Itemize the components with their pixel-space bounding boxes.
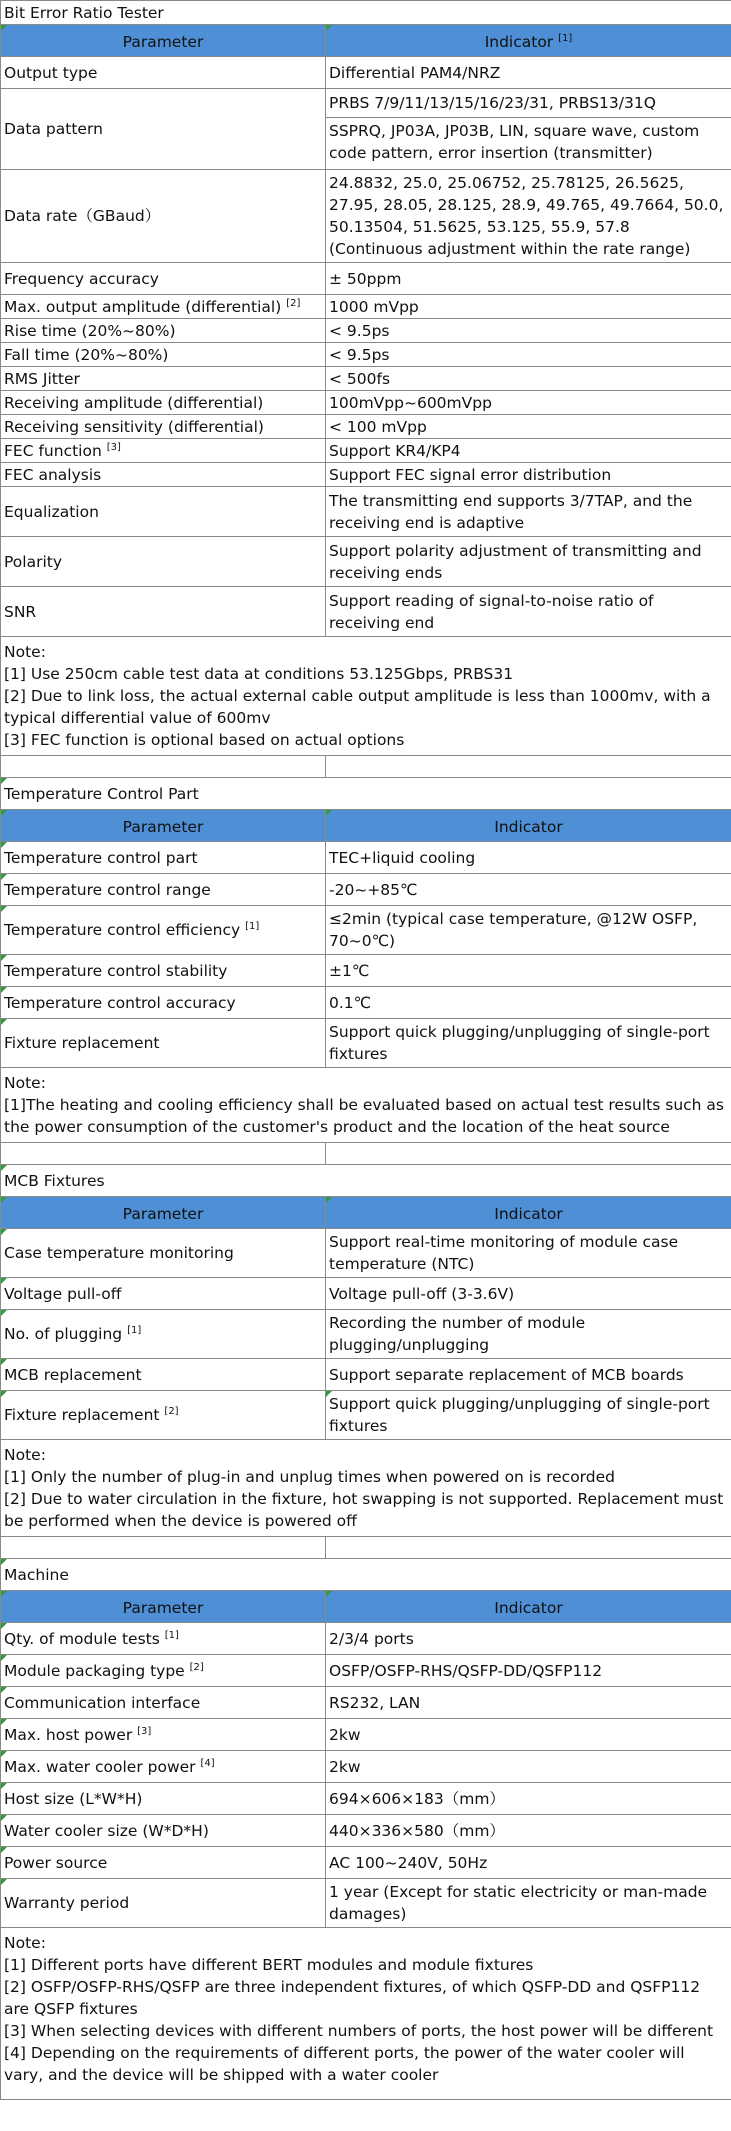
param-cell: Temperature control efficiency [1] bbox=[1, 906, 326, 955]
param-cell: RMS Jitter bbox=[1, 367, 326, 391]
value-part: SSPRQ, JP03A, JP03B, LIN, square wave, custom code pattern, error insertion (transmitter) bbox=[326, 117, 731, 169]
param-cell: Max. water cooler power [4] bbox=[1, 1751, 326, 1783]
note-line: [2] Due to water circulation in the fixture, hot swapping is not supported. Replacement must be performed when the device is powered off bbox=[4, 1490, 724, 1530]
param-cell: Qty. of module tests [1] bbox=[1, 1623, 326, 1655]
section-title-machine: Machine bbox=[1, 1559, 731, 1591]
param-cell: Power source bbox=[1, 1847, 326, 1879]
value-cell: 0.1℃ bbox=[326, 987, 731, 1019]
param-cell: Host size (L*W*H) bbox=[1, 1783, 326, 1815]
header-parameter: Parameter bbox=[1, 1197, 326, 1229]
note-line: Note: bbox=[4, 1074, 46, 1092]
value-cell: Support FEC signal error distribution bbox=[326, 463, 731, 487]
note-line: [1] Different ports have different BERT modules and module fixtures bbox=[4, 1956, 534, 1974]
blank-cell bbox=[1, 1143, 326, 1165]
param-cell: Water cooler size (W*D*H) bbox=[1, 1815, 326, 1847]
value-cell: 440×336×580（mm） bbox=[326, 1815, 731, 1847]
param-cell: Fixture replacement [2] bbox=[1, 1391, 326, 1440]
value-cell: 100mVpp~600mVpp bbox=[326, 391, 731, 415]
value-cell: -20~+85℃ bbox=[326, 874, 731, 906]
param-cell: Frequency accuracy bbox=[1, 263, 326, 295]
blank-cell bbox=[326, 756, 731, 778]
header-indicator: Indicator [1] bbox=[326, 25, 731, 57]
param-cell: Fall time (20%~80%) bbox=[1, 343, 326, 367]
value-cell: < 9.5ps bbox=[326, 319, 731, 343]
blank-cell bbox=[326, 1143, 731, 1165]
param-cell: Receiving amplitude (differential) bbox=[1, 391, 326, 415]
value-cell: TEC+liquid cooling bbox=[326, 842, 731, 874]
blank-cell bbox=[326, 1537, 731, 1559]
param-cell: Temperature control range bbox=[1, 874, 326, 906]
param-cell: MCB replacement bbox=[1, 1359, 326, 1391]
param-cell: Data pattern bbox=[1, 89, 326, 170]
value-part: PRBS 7/9/11/13/15/16/23/31, PRBS13/31Q bbox=[329, 94, 656, 112]
header-parameter: Parameter bbox=[1, 25, 326, 57]
param-cell: Voltage pull-off bbox=[1, 1278, 326, 1310]
notes-block bbox=[1, 1068, 731, 1143]
param-cell: Temperature control part bbox=[1, 842, 326, 874]
note-line: [3] FEC function is optional based on actual options bbox=[4, 731, 405, 749]
section-title-mcb: MCB Fixtures bbox=[1, 1165, 731, 1197]
header-parameter: Parameter bbox=[1, 1591, 326, 1623]
blank-cell bbox=[1, 756, 326, 778]
note-line: [2] OSFP/OSFP-RHS/QSFP are three independent fixtures, of which QSFP-DD and QSFP112 are QSFP fixtures bbox=[4, 1978, 701, 2018]
value-cell: Support quick plugging/unplugging of single-port fixtures bbox=[326, 1391, 731, 1440]
value-cell: The transmitting end supports 3/7TAP, and the receiving end is adaptive bbox=[326, 487, 731, 537]
value-cell bbox=[326, 89, 731, 170]
note-line: Note: bbox=[4, 643, 46, 661]
param-cell: Output type bbox=[1, 57, 326, 89]
param-cell: Fixture replacement bbox=[1, 1019, 326, 1068]
param-cell: Receiving sensitivity (differential) bbox=[1, 415, 326, 439]
value-cell: ± 50ppm bbox=[326, 263, 731, 295]
param-cell: Module packaging type [2] bbox=[1, 1655, 326, 1687]
value-cell: < 9.5ps bbox=[326, 343, 731, 367]
param-cell: Rise time (20%~80%) bbox=[1, 319, 326, 343]
param-cell: Max. output amplitude (differential) [2] bbox=[1, 295, 326, 319]
value-cell: AC 100~240V, 50Hz bbox=[326, 1847, 731, 1879]
note-line: [4] Depending on the requirements of different ports, the power of the water cooler will vary, and the device will be shipped with a water cooler bbox=[4, 2044, 685, 2084]
value-cell: ±1℃ bbox=[326, 955, 731, 987]
param-cell: SNR bbox=[1, 587, 326, 637]
param-cell: FEC function [3] bbox=[1, 439, 326, 463]
header-indicator: Indicator bbox=[326, 1197, 731, 1229]
param-cell: Case temperature monitoring bbox=[1, 1229, 326, 1278]
value-cell: Voltage pull-off (3-3.6V) bbox=[326, 1278, 731, 1310]
header-indicator: Indicator bbox=[326, 810, 731, 842]
param-cell: No. of plugging [1] bbox=[1, 1310, 326, 1359]
value-cell: < 100 mVpp bbox=[326, 415, 731, 439]
note-line: [1] Only the number of plug-in and unplug times when powered on is recorded bbox=[4, 1468, 616, 1486]
blank-cell bbox=[1, 1537, 326, 1559]
value-cell: 694×606×183（mm） bbox=[326, 1783, 731, 1815]
value-cell: Support quick plugging/unplugging of single-port fixtures bbox=[326, 1019, 731, 1068]
section-title-temp: Temperature Control Part bbox=[1, 778, 731, 810]
value-cell: Support real-time monitoring of module case temperature (NTC) bbox=[326, 1229, 731, 1278]
value-cell: Support separate replacement of MCB boards bbox=[326, 1359, 731, 1391]
header-indicator: Indicator bbox=[326, 1591, 731, 1623]
param-cell: Temperature control accuracy bbox=[1, 987, 326, 1019]
param-cell: Polarity bbox=[1, 537, 326, 587]
note-line: [1] Use 250cm cable test data at conditions 53.125Gbps, PRBS31 bbox=[4, 665, 514, 683]
value-cell: OSFP/OSFP-RHS/QSFP-DD/QSFP112 bbox=[326, 1655, 731, 1687]
param-cell: Warranty period bbox=[1, 1879, 326, 1928]
value-cell: Support polarity adjustment of transmitting and receiving ends bbox=[326, 537, 731, 587]
note-line: [2] Due to link loss, the actual external cable output amplitude is less than 1000mv, with a typical differential value of 600mv bbox=[4, 687, 711, 727]
value-cell: ≤2min (typical case temperature, @12W OSFP, 70~0℃) bbox=[326, 906, 731, 955]
section-title-bert: Bit Error Ratio Tester bbox=[1, 1, 731, 25]
value-cell: Differential PAM4/NRZ bbox=[326, 57, 731, 89]
value-cell: < 500fs bbox=[326, 367, 731, 391]
value-cell: 2kw bbox=[326, 1719, 731, 1751]
notes-block bbox=[1, 637, 731, 756]
value-cell: RS232, LAN bbox=[326, 1687, 731, 1719]
param-cell: Temperature control stability bbox=[1, 955, 326, 987]
note-line: Note: bbox=[4, 1446, 46, 1464]
notes-block bbox=[1, 1928, 731, 2100]
value-cell: Support KR4/KP4 bbox=[326, 439, 731, 463]
note-line: Note: bbox=[4, 1934, 46, 1952]
header-parameter: Parameter bbox=[1, 810, 326, 842]
value-cell: 1 year (Except for static electricity or man-made damages) bbox=[326, 1879, 731, 1928]
value-cell: Support reading of signal-to-noise ratio of receiving end bbox=[326, 587, 731, 637]
param-cell: FEC analysis bbox=[1, 463, 326, 487]
param-cell: Max. host power [3] bbox=[1, 1719, 326, 1751]
value-cell: Recording the number of module plugging/unplugging bbox=[326, 1310, 731, 1359]
param-cell: Communication interface bbox=[1, 1687, 326, 1719]
value-cell: 2/3/4 ports bbox=[326, 1623, 731, 1655]
param-cell: Equalization bbox=[1, 487, 326, 537]
value-cell: 24.8832, 25.0, 25.06752, 25.78125, 26.5625, 27.95, 28.05, 28.125, 28.9, 49.765, 49.7664, 50.0, 50.13504, 51.5625, 53.125, 55.9, 57.8 (Continuous adjustment within the rate range) bbox=[326, 170, 731, 263]
notes-block bbox=[1, 1440, 731, 1537]
value-cell: 1000 mVpp bbox=[326, 295, 731, 319]
value-cell: 2kw bbox=[326, 1751, 731, 1783]
note-line: [3] When selecting devices with different numbers of ports, the host power will be different bbox=[4, 2022, 714, 2040]
note-line: [1]The heating and cooling efficiency shall be evaluated based on actual test results such as the power consumption of the customer's product and the location of the heat source bbox=[4, 1096, 725, 1136]
param-cell: Data rate（GBaud） bbox=[1, 170, 326, 263]
